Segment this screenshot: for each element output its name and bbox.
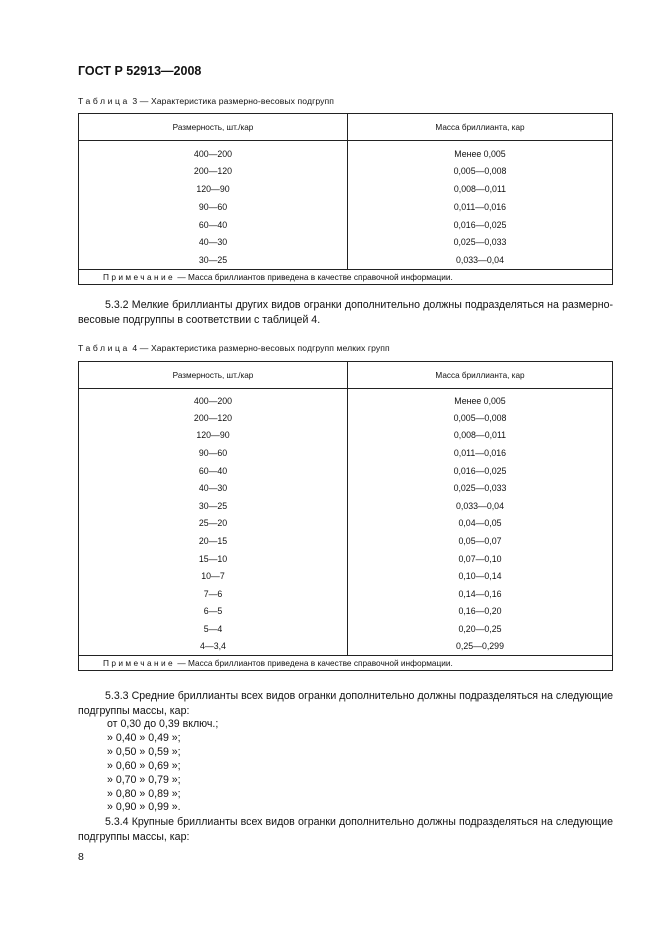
table3 — [78, 113, 613, 285]
paragraph-5-3-2-text: 5.3.2 Мелкие бриллианты других видов огранки дополнительно должны подразделяться на размерно-весовые подгруппы в соответствии с таблицей 4. — [78, 299, 613, 326]
size-cell: 200—120 — [79, 409, 348, 427]
mass-subgroup-list — [107, 718, 218, 815]
size-cell: 60—40 — [79, 216, 348, 234]
table3-body — [79, 141, 613, 285]
paragraph-5-3-4-text: 5.3.4 Крупные бриллианты всех видов огранки дополнительно должны подразделяться на следующие подгруппы массы, кар: — [78, 816, 613, 843]
table-note-row — [79, 655, 613, 670]
table-row — [79, 532, 613, 550]
mass-cell: 0,04—0,05 — [348, 515, 613, 533]
page-number: 8 — [78, 851, 84, 863]
table3-caption — [78, 96, 334, 106]
table4-caption-text: 4 — Характеристика размерно-весовых подгрупп мелких групп — [132, 343, 390, 353]
mass-cell: 0,025—0,033 — [348, 479, 613, 497]
list-item: » 0,80 » 0,89 »; — [107, 787, 181, 800]
size-cell: 4—3,4 — [79, 638, 348, 656]
size-cell: 400—200 — [79, 141, 348, 163]
mass-cell: 0,10—0,14 — [348, 567, 613, 585]
list-item: » 0,60 » 0,69 »; — [107, 759, 181, 772]
size-cell: 5—4 — [79, 620, 348, 638]
mass-cell: 0,16—0,20 — [348, 603, 613, 621]
table4 — [78, 361, 613, 671]
table-row — [79, 462, 613, 480]
table-note — [79, 655, 613, 670]
size-cell: 40—30 — [79, 233, 348, 251]
note-text: — Масса бриллиантов приведена в качестве справочной информации. — [177, 271, 453, 282]
size-cell: 15—10 — [79, 550, 348, 568]
paragraph-5-3-3 — [78, 689, 613, 718]
list-item: от 0,30 до 0,39 включ.; — [107, 718, 219, 730]
note-label: Примечание — [103, 271, 176, 282]
table-row — [79, 620, 613, 638]
table-row — [79, 389, 613, 410]
size-cell: 6—5 — [79, 603, 348, 621]
table-row — [79, 585, 613, 603]
table-row — [79, 444, 613, 462]
mass-cell: 0,016—0,025 — [348, 462, 613, 480]
table-row — [79, 497, 613, 515]
size-cell: 200—120 — [79, 162, 348, 180]
table-row — [79, 515, 613, 533]
table4-caption — [78, 343, 390, 353]
list-item: » 0,70 » 0,79 »; — [107, 773, 181, 786]
mass-cell: 0,008—0,011 — [348, 427, 613, 445]
table3-col1-header: Размерность, шт./кар — [79, 114, 348, 141]
table-note — [79, 269, 613, 284]
size-cell: 400—200 — [79, 389, 348, 410]
table4-caption-word: Таблица — [78, 343, 130, 353]
table-row — [79, 479, 613, 497]
mass-cell: 0,005—0,008 — [348, 162, 613, 180]
size-cell: 60—40 — [79, 462, 348, 480]
size-cell: 90—60 — [79, 198, 348, 216]
table4-body — [79, 389, 613, 671]
size-cell: 40—30 — [79, 479, 348, 497]
list-item: » 0,40 » 0,49 »; — [107, 731, 181, 744]
table-row — [79, 603, 613, 621]
mass-cell: 0,005—0,008 — [348, 409, 613, 427]
mass-cell: 0,025—0,033 — [348, 233, 613, 251]
paragraph-5-3-4 — [78, 815, 613, 844]
mass-cell: 0,016—0,025 — [348, 216, 613, 234]
note-label: Примечание — [103, 657, 176, 668]
table-row — [79, 409, 613, 427]
table-row — [79, 638, 613, 656]
list-item: » 0,50 » 0,59 »; — [107, 745, 181, 758]
paragraph-5-3-2 — [78, 298, 613, 327]
table-row — [79, 180, 613, 198]
mass-cell: 0,20—0,25 — [348, 620, 613, 638]
table-row — [79, 216, 613, 234]
paragraph-5-3-3-text: 5.3.3 Средние бриллианты всех видов огранки дополнительно должны подразделяться на следующие подгруппы массы, кар: — [78, 690, 613, 717]
table-row — [79, 550, 613, 568]
mass-cell: 0,07—0,10 — [348, 550, 613, 568]
table-row — [79, 251, 613, 269]
table-row — [79, 427, 613, 445]
mass-cell: Менее 0,005 — [348, 389, 613, 410]
table-row — [79, 141, 613, 163]
table-row — [79, 162, 613, 180]
size-cell: 30—25 — [79, 251, 348, 269]
table-row — [79, 567, 613, 585]
document-header: ГОСТ Р 52913—2008 — [78, 64, 202, 78]
size-cell: 7—6 — [79, 585, 348, 603]
size-cell: 20—15 — [79, 532, 348, 550]
note-text: — Масса бриллиантов приведена в качестве справочной информации. — [177, 657, 453, 668]
table-row — [79, 198, 613, 216]
mass-cell: 0,011—0,016 — [348, 444, 613, 462]
size-cell: 120—90 — [79, 180, 348, 198]
mass-cell: 0,14—0,16 — [348, 585, 613, 603]
mass-cell: 0,05—0,07 — [348, 532, 613, 550]
size-cell: 30—25 — [79, 497, 348, 515]
mass-cell: 0,033—0,04 — [348, 251, 613, 269]
table3-caption-word: Таблица — [78, 96, 130, 106]
mass-cell: 0,25—0,299 — [348, 638, 613, 656]
mass-cell: 0,008—0,011 — [348, 180, 613, 198]
size-cell: 25—20 — [79, 515, 348, 533]
list-item: » 0,90 » 0,99 ». — [107, 801, 181, 814]
size-cell: 90—60 — [79, 444, 348, 462]
table3-col2-header: Масса бриллианта, кар — [348, 114, 613, 141]
size-cell: 120—90 — [79, 427, 348, 445]
table-row — [79, 233, 613, 251]
size-cell: 10—7 — [79, 567, 348, 585]
table-note-row — [79, 269, 613, 284]
mass-cell: 0,011—0,016 — [348, 198, 613, 216]
table3-caption-text: 3 — Характеристика размерно-весовых подгрупп — [132, 96, 335, 106]
mass-cell: 0,033—0,04 — [348, 497, 613, 515]
mass-cell: Менее 0,005 — [348, 141, 613, 163]
table4-col2-header: Масса бриллианта, кар — [348, 362, 613, 389]
table4-col1-header: Размерность, шт./кар — [79, 362, 348, 389]
